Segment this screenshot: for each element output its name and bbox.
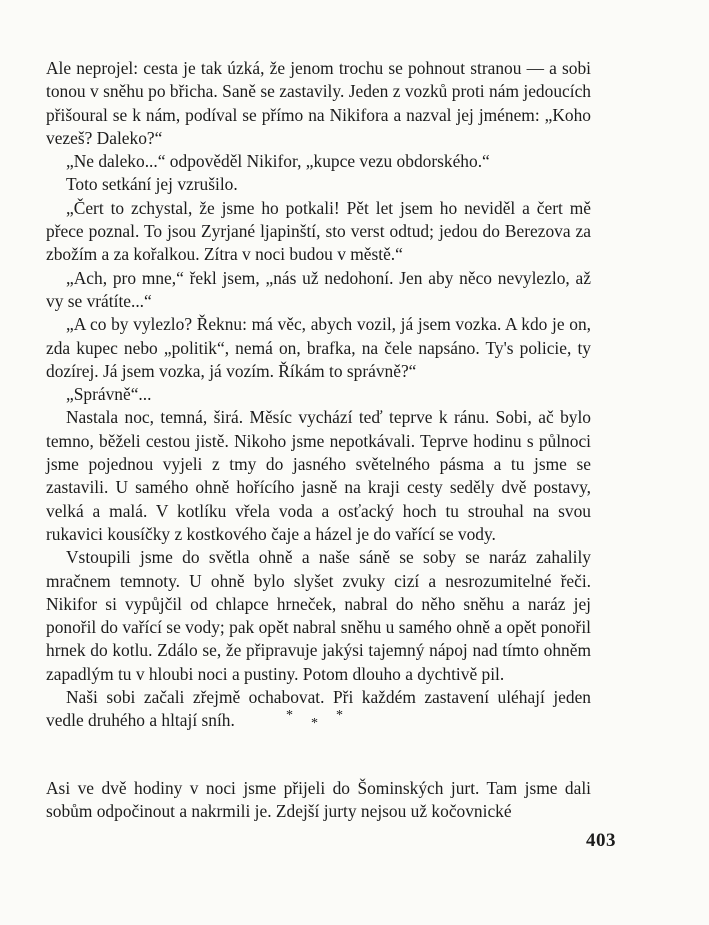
section-separator xyxy=(270,708,360,738)
separator-star: * xyxy=(311,716,318,731)
paragraph-8: Nastala noc, temná, širá. Měsíc vychází teď teprve k ránu. Sobi, ač bylo temno, běželi cestou jistě. Nikoho jsme nepotkávali. Teprve hodinu s půlnoci jsme pojednou vyjeli z tmy do jasného světelného pásma a tu jsme se zastavili. U samého ohně hořícího jasně na kraji cesty seděly dvě postavy, velká a malá. V kotlíku vřela voda a osťacký hoch tu strouhal na svou rukavici kousíčky z kostkového čaje a házel je do vařící se vody. xyxy=(46,407,591,544)
paragraph-1: Ale neprojel: cesta je tak úzká, že jenom trochu se pohnout stranou — a sobi tonou v sněhu po břicha. Saně se zastavily. Jeden z vozků proti nám jedoucích přišoural se k nám, podíval se přímo na Nikifora a nazval jej jménem: „Koho vezeš? Daleko?“ xyxy=(46,58,591,148)
paragraph-10: Naši sobi začali zřejmě ochabovat. Při každém zastavení uléhají jeden vedle druhého a hltají sníh. xyxy=(46,687,591,731)
paragraph-7: „Správně“... xyxy=(66,384,152,405)
section-text xyxy=(46,777,591,824)
paragraph-9: Vstoupili jsme do světla ohně a naše sáně se soby se naráz zahalily mračnem temnoty. U ohně bylo slyšet zvuky cizí a nesrozumitelné řeči. Nikifor si vypůjčil od chlapce hrneček, nabral do něho sněhu a naráz jej ponořil do vařící se vody; pak opět nabral sněhu u samého ohně a opět ponořil hrnek do kotlu. Zdálo se, že připravuje jakýsi tajemný nápoj nad tímto ohněm zapadlým tu v hloubi noci a pustiny. Potom dlouho a dychtivě pil. xyxy=(46,547,591,684)
page-number: 403 xyxy=(586,830,616,851)
main-text xyxy=(46,57,591,733)
separator-star: * xyxy=(286,708,293,723)
paragraph-6: „A co by vylezlo? Řeknu: má věc, abych vozil, já jsem vozka. A kdo je on, zda kupec nebo „politik“, nemá on, brafka, na čele napsáno. Ty's policie, ty dozírej. Já jsem vozka, já vozím. Říkám to správně?“ xyxy=(46,314,591,381)
paragraph-3: Toto setkání jej vzrušilo. xyxy=(66,174,238,195)
paragraph-5: „Ach, pro mne,“ řekl jsem, „nás už nedohoní. Jen aby něco nevylezlo, až vy se vrátíte...“ xyxy=(46,267,591,311)
separator-star: * xyxy=(336,708,343,723)
paragraph-4: „Čert to zchystal, že jsme ho potkali! Pět let jsem ho neviděl a čert mě přece poznal. To jsou Zyrjané ljapinští, sto verst odtud; jedou do Berezova za zbožím a za kořalkou. Zítra v noci budou v městě.“ xyxy=(46,197,591,265)
paragraph-after-separator: Asi ve dvě hodiny v noci jsme přijeli do Šominských jurt. Tam jsme dali sobům odpočinout a nakrmili je. Zdejší jurty nejsou už kočovnické xyxy=(46,778,591,822)
paragraph-2: „Ne daleko...“ odpověděl Nikifor, „kupce vezu obdorského.“ xyxy=(66,151,490,172)
